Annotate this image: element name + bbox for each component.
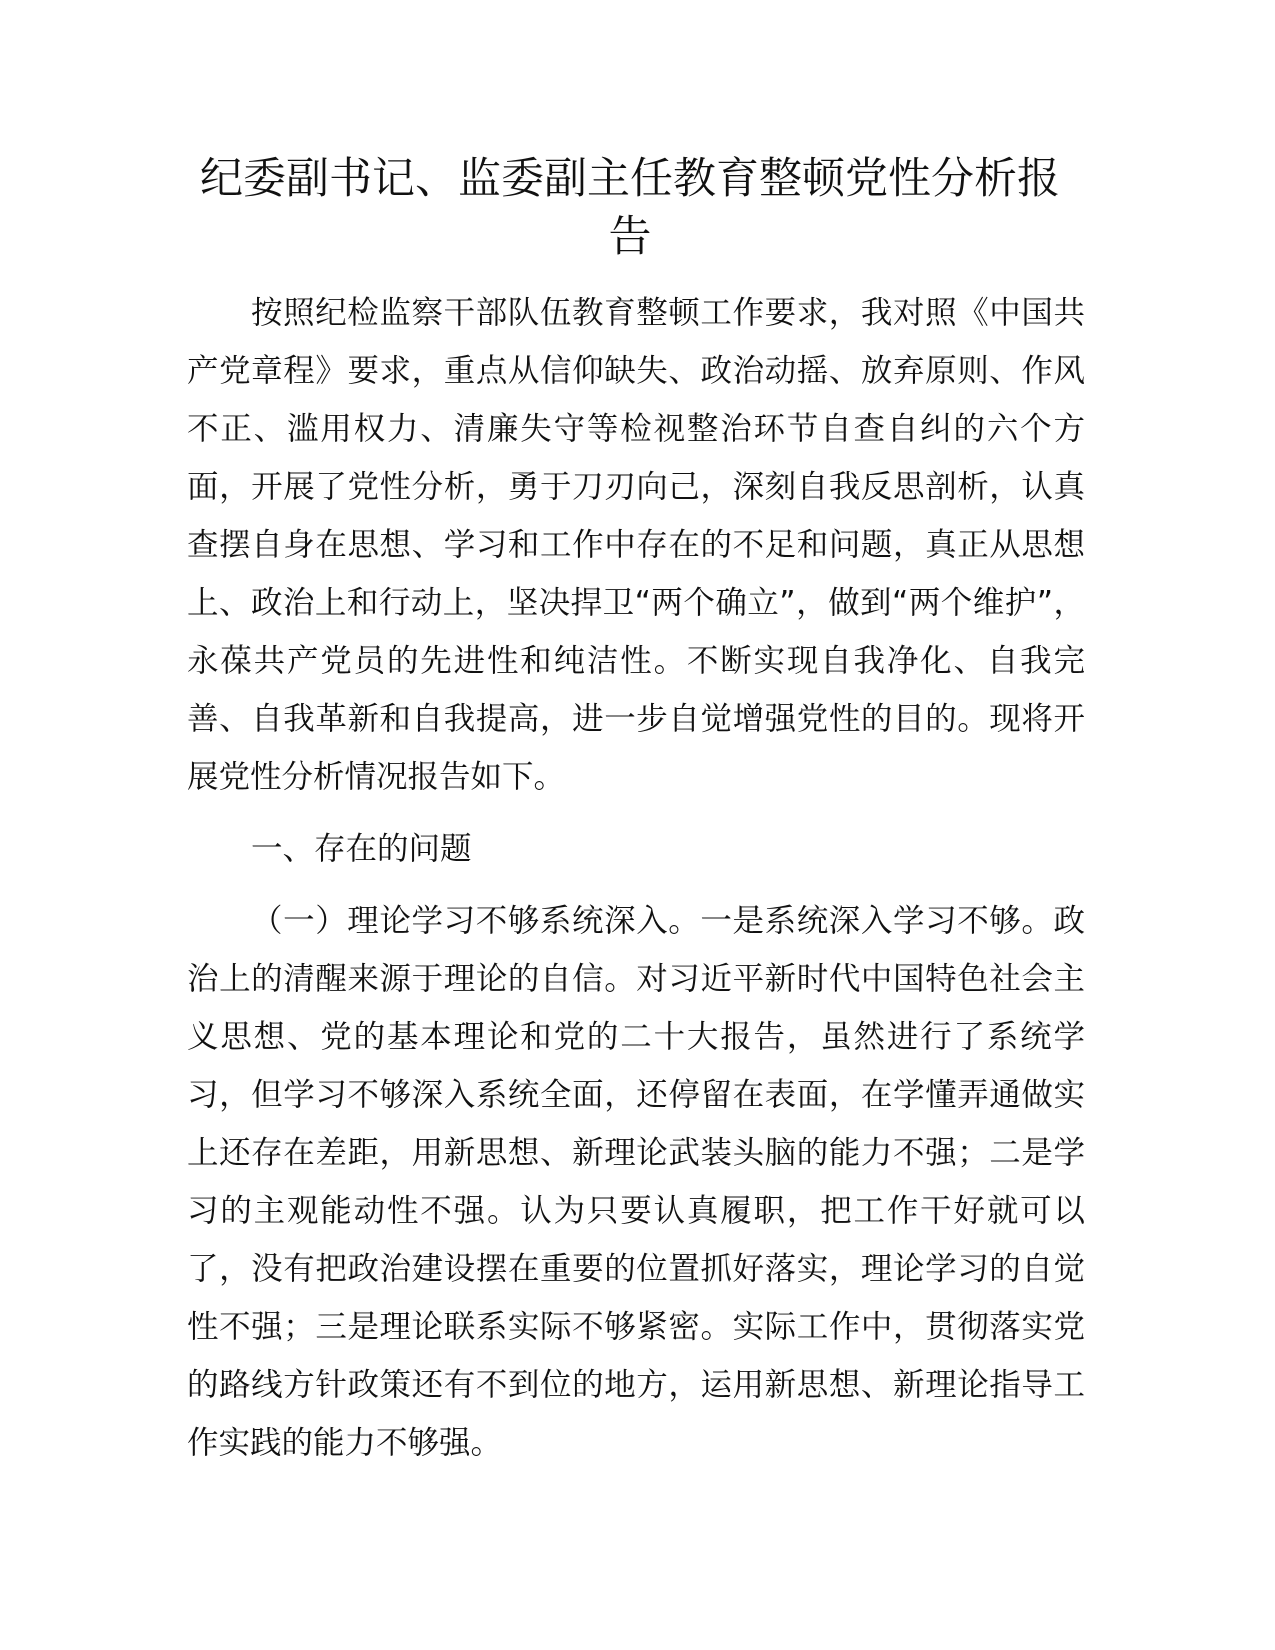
body-paragraph: （一）理论学习不够系统深入。一是系统深入学习不够。政治上的清醒来源于理论的自信。对习近平新时代中国特色社会主义思想、党的基本理论和党的二十大报告，虽然进行了系统学习，但学习不够深入系统全面，还停留在表面，在学懂弄通做实上还存在差距，用新思想、新理论武装头脑的能力不强；二是学习的主观能动性不强。认为只要认真履职，把工作干好就可以了，没有把政治建设摆在重要的位置抓好落实，理论学习的自觉性不强；三是理论联系实际不够紧密。实际工作中，贯彻落实党的路线方针政策还有不到位的地方，运用新思想、新理论指导工作实践的能力不够强。 xyxy=(187,903,1085,1461)
section-heading: 一、存在的问题 xyxy=(251,831,472,867)
intro-paragraph: 按照纪检监察干部队伍教育整顿工作要求，我对照《中国共产党章程》要求，重点从信仰缺失、政治动摇、放弃原则、作风不正、滥用权力、清廉失守等检视整治环节自查自纠的六个方面，开展了党性分析，勇于刀刃向己，深刻自我反思剖析，认真查摆自身在思想、学习和工作中存在的不足和问题，真正从思想上、政治上和行动上，坚决捍卫“两个确立”，做到“两个维护”，永葆共产党员的先进性和纯洁性。不断实现自我净化、自我完善、自我革新和自我提高，进一步自觉增强党性的目的。现将开展党性分析情况报告如下。 xyxy=(187,295,1085,795)
document-body xyxy=(187,284,1085,1472)
document-title: 纪委副书记、监委副主任教育整顿党性分析报告 xyxy=(200,154,1060,262)
